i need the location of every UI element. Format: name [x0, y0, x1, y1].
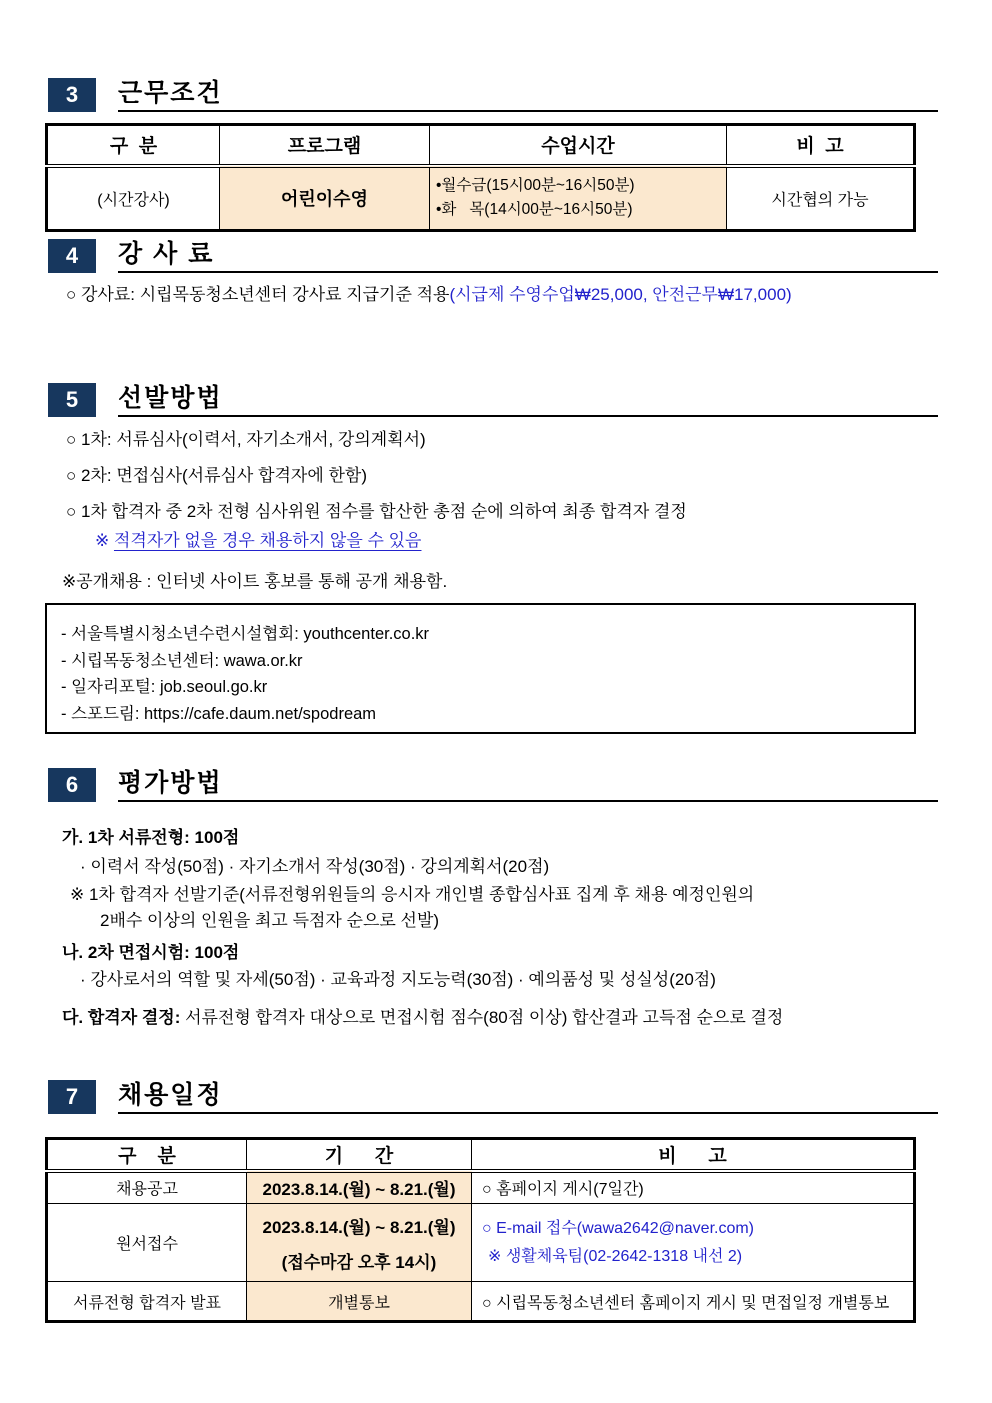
work-time-line-2: •화 목(14시00분~16시50분) — [436, 201, 633, 219]
work-table-header-row — [47, 125, 915, 166]
selection-note-text: 적격자가 없을 경우 채용하지 않을 수 있음 — [113, 531, 422, 550]
schedule-row-application — [47, 1204, 915, 1282]
schedule-row3-note: ○ 시립목동청소년센터 홈페이지 게시 및 면접일정 개별통보 — [472, 1282, 915, 1322]
work-category-cell: (시간강사) — [47, 166, 220, 231]
schedule-col-category: 구 분 — [47, 1139, 247, 1171]
schedule-row3-category: 서류전형 합격자 발표 — [47, 1282, 247, 1322]
fee-line — [66, 283, 792, 307]
section-5-title: 선발방법 — [118, 385, 938, 418]
work-note-cell: 시간협의 가능 — [727, 166, 915, 231]
schedule-col-period: 기 간 — [247, 1139, 472, 1171]
schedule-row1-period: 2023.8.14.(월) ~ 8.21.(월) — [247, 1171, 472, 1204]
work-table-row — [47, 166, 915, 231]
link-youthcenter: - 서울특별시청소년수련시설협회: youthcenter.co.kr — [61, 625, 430, 643]
work-col-category: 구 분 — [47, 125, 220, 166]
work-program-cell: 어린이수영 — [220, 166, 430, 231]
schedule-row-result — [47, 1282, 915, 1322]
section-3-number-badge: 3 — [48, 78, 96, 112]
schedule-row2-category: 원서접수 — [47, 1204, 247, 1282]
schedule-row1-note: ○ 홈페이지 게시(7일간) — [472, 1171, 915, 1204]
fee-amount-text: (시급제 수영수업₩25,000, 안전근무₩17,000) — [449, 285, 792, 304]
schedule-row1-category: 채용공고 — [47, 1171, 247, 1204]
selection-note — [95, 529, 421, 553]
section-3-header — [48, 78, 938, 112]
schedule-row2-note-phone: ※ 생활체육팀(02-2642-1318 내선 2) — [488, 1247, 743, 1265]
schedule-row3-period: 개별통보 — [247, 1282, 472, 1322]
eval-c-text: 서류전형 합격자 대상으로 면접시험 점수(80점 이상) 합산결과 고득점 순으로 결정 — [180, 1008, 784, 1027]
schedule-row2-note — [472, 1204, 915, 1282]
schedule-row2-note-email: ○ E-mail 접수(wawa2642@naver.com) — [482, 1220, 755, 1238]
section-4-number-badge: 4 — [48, 239, 96, 273]
section-4-title: 강 사 료 — [118, 241, 938, 274]
section-7-header — [48, 1080, 938, 1114]
selection-item-3: ○ 1차 합격자 중 2차 전형 심사위원 점수를 합산한 총점 순에 의하여 최종 합격자 결정 — [66, 502, 687, 521]
work-conditions-table — [45, 123, 916, 232]
section-7-number-badge: 7 — [48, 1080, 96, 1114]
schedule-header-row — [47, 1139, 915, 1171]
work-col-program: 프로그램 — [220, 125, 430, 166]
section-6-title: 평가방법 — [118, 770, 938, 803]
section-4-header — [48, 239, 938, 273]
open-recruit-line: ※공개채용 : 인터넷 사이트 홍보를 통해 공개 채용함. — [62, 572, 448, 591]
fee-text: ○ 강사료: 시립목동청소년센터 강사료 지급기준 적용 — [66, 285, 450, 304]
schedule-col-note: 비 고 — [472, 1139, 915, 1171]
work-time-line-1: •월수금(15시00분~16시50분) — [436, 177, 635, 195]
schedule-table — [45, 1137, 916, 1323]
selection-item-1: ○ 1차: 서류심사(이력서, 자기소개서, 강의계획서) — [66, 430, 426, 449]
section-6-number-badge: 6 — [48, 768, 96, 802]
schedule-row2-period-deadline: (접수마감 오후 14시) — [281, 1252, 437, 1272]
eval-c-title: 다. 합격자 결정: — [62, 1008, 181, 1027]
schedule-row2-period-dates: 2023.8.14.(월) ~ 8.21.(월) — [262, 1217, 456, 1237]
link-job-seoul: - 일자리포털: job.seoul.go.kr — [61, 678, 268, 696]
eval-b-title: 나. 2차 면접시험: 100점 — [62, 943, 240, 962]
eval-a-note-2: 2배수 이상의 인원을 최고 득점자 순으로 선발) — [100, 911, 440, 930]
eval-a-note-1: ※ 1차 합격자 선발기준(서류전형위원들의 응시자 개인별 종합심사표 집계 후 채용 예정인원의 — [70, 885, 755, 904]
link-wawa: - 시립목동청소년센터: wawa.or.kr — [61, 651, 303, 670]
eval-b-item: · 강사로서의 역할 및 자세(50점) · 교육과정 지도능력(30점) · 예의품성 및 성실성(20점) — [80, 970, 716, 989]
schedule-row-announcement — [47, 1171, 915, 1204]
work-col-note: 비 고 — [727, 125, 915, 166]
section-5-header — [48, 383, 938, 417]
section-7-title: 채용일정 — [118, 1082, 938, 1115]
schedule-row2-period — [247, 1204, 472, 1282]
section-3-title: 근무조건 — [118, 80, 938, 113]
link-spodream: - 스포드림: https://cafe.daum.net/spodream — [61, 704, 377, 723]
section-6-header — [48, 768, 938, 802]
eval-a-title: 가. 1차 서류전형: 100점 — [62, 828, 240, 847]
selection-item-2: ○ 2차: 면접심사(서류심사 합격자에 한함) — [66, 466, 367, 485]
eval-a-item: · 이력서 작성(50점) · 자기소개서 작성(30점) · 강의계획서(20점) — [80, 857, 550, 876]
work-time-cell — [430, 166, 727, 231]
selection-note-mark: ※ — [95, 531, 114, 550]
section-5-number-badge: 5 — [48, 383, 96, 417]
eval-c-line — [62, 1006, 783, 1030]
work-col-class-time: 수업시간 — [430, 125, 727, 166]
recruit-sites-box — [45, 603, 916, 734]
